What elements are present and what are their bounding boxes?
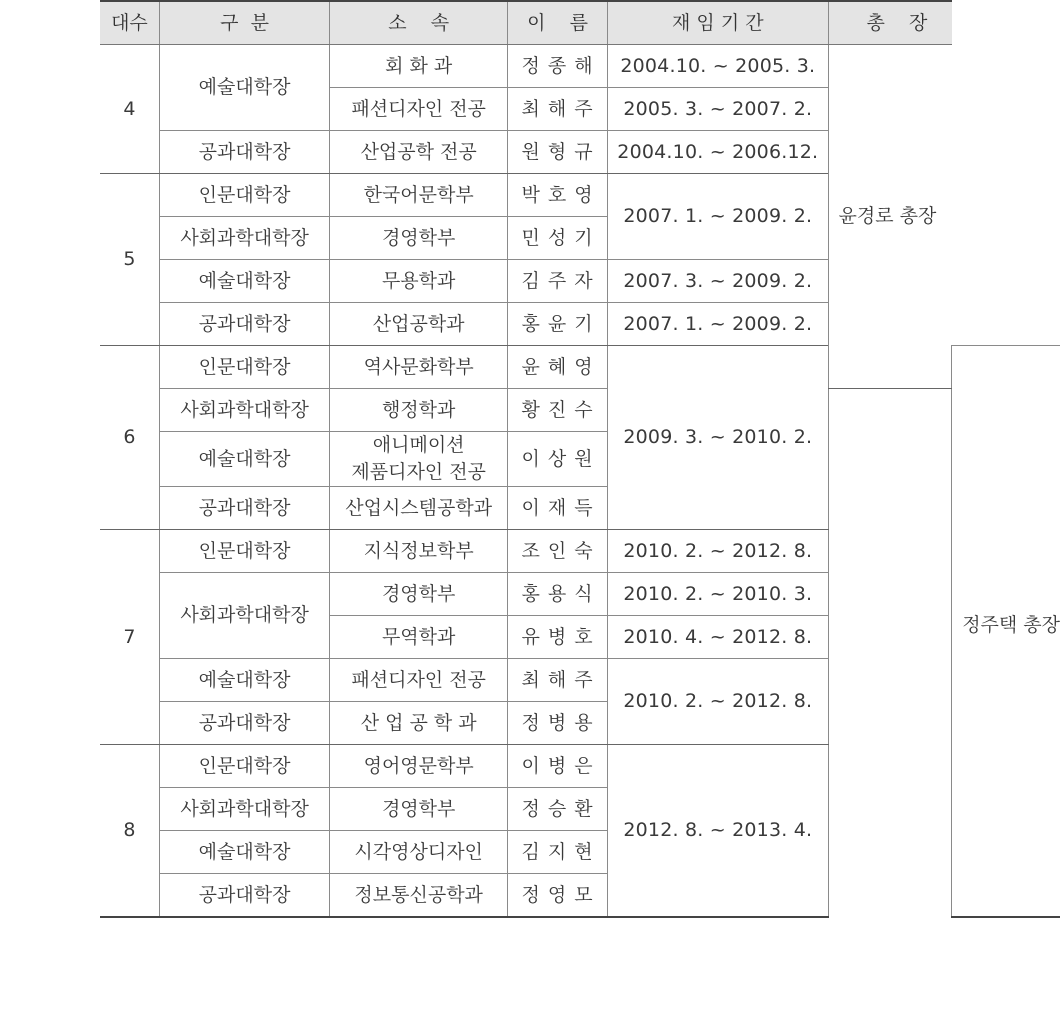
name-cell: 홍 용 식 — [508, 573, 608, 616]
deans-roster-table — [100, 0, 1060, 918]
category-cell: 예술대학장 — [159, 432, 329, 487]
name-cell: 민 성 기 — [508, 217, 608, 260]
department-cell: 역사문화학부 — [330, 346, 508, 389]
name-cell: 정 영 모 — [508, 874, 608, 918]
generation-cell: 5 — [100, 174, 159, 346]
category-cell: 예술대학장 — [159, 659, 329, 702]
table-row — [100, 788, 1060, 831]
table-row — [100, 45, 1060, 88]
department-line: 제품디자인 전공 — [351, 461, 486, 483]
generation-cell: 4 — [100, 45, 159, 174]
table-row — [100, 874, 1060, 918]
term-cell: 2012. 8. ~ 2013. 4. — [608, 745, 828, 918]
category-cell: 공과대학장 — [159, 702, 329, 745]
president-cell: 정주택 총장 — [952, 346, 1060, 918]
name-cell: 김 지 현 — [508, 831, 608, 874]
term-cell: 2004.10. ~ 2005. 3. — [608, 45, 828, 88]
name-cell: 정 병 용 — [508, 702, 608, 745]
category-cell: 공과대학장 — [159, 303, 329, 346]
department-cell: 행정학과 — [330, 389, 508, 432]
name-cell: 황 진 수 — [508, 389, 608, 432]
name-cell: 정 종 해 — [508, 45, 608, 88]
term-cell: 2010. 2. ~ 2010. 3. — [608, 573, 828, 616]
category-cell: 사회과학대학장 — [159, 217, 329, 260]
department-cell: 산업공학과 — [330, 303, 508, 346]
department-cell: 경영학부 — [330, 788, 508, 831]
department-line: 애니메이션 — [372, 434, 465, 456]
category-cell: 인문대학장 — [159, 530, 329, 573]
name-cell: 정 승 환 — [508, 788, 608, 831]
category-cell: 사회과학대학장 — [159, 788, 329, 831]
department-cell: 산업시스템공학과 — [330, 487, 508, 530]
term-cell: 2007. 1. ~ 2009. 2. — [608, 303, 828, 346]
category-cell: 예술대학장 — [159, 45, 329, 131]
department-cell: 정보통신공학과 — [330, 874, 508, 918]
category-cell: 공과대학장 — [159, 487, 329, 530]
name-cell: 최 해 주 — [508, 88, 608, 131]
department-cell: 경영학부 — [330, 217, 508, 260]
category-cell: 인문대학장 — [159, 745, 329, 788]
term-cell: 2004.10. ~ 2006.12. — [608, 131, 828, 174]
table-row — [100, 573, 1060, 616]
category-cell: 인문대학장 — [159, 174, 329, 217]
term-cell: 2009. 3. ~ 2010. 2. — [608, 346, 828, 530]
category-cell: 공과대학장 — [159, 131, 329, 174]
name-cell: 원 형 규 — [508, 131, 608, 174]
department-cell: 산 업 공 학 과 — [330, 702, 508, 745]
department-cell: 한국어문학부 — [330, 174, 508, 217]
header-generation: 대수 — [100, 1, 159, 45]
name-cell: 이 병 은 — [508, 745, 608, 788]
department-cell: 영어영문학부 — [330, 745, 508, 788]
department-cell: 패션디자인 전공 — [330, 659, 508, 702]
name-cell: 윤 혜 영 — [508, 346, 608, 389]
table-row — [100, 487, 1060, 530]
department-cell: 무역학과 — [330, 616, 508, 659]
name-cell: 최 해 주 — [508, 659, 608, 702]
table-row — [100, 659, 1060, 702]
table-row — [100, 432, 1060, 487]
name-cell: 이 재 득 — [508, 487, 608, 530]
category-cell: 예술대학장 — [159, 831, 329, 874]
name-cell: 김 주 자 — [508, 260, 608, 303]
header-president: 총 장 — [828, 1, 952, 45]
table-row — [100, 831, 1060, 874]
department-cell: 무용학과 — [330, 260, 508, 303]
term-cell: 2005. 3. ~ 2007. 2. — [608, 88, 828, 131]
term-cell: 2010. 2. ~ 2012. 8. — [608, 530, 828, 573]
department-cell: 산업공학 전공 — [330, 131, 508, 174]
category-cell: 사회과학대학장 — [159, 573, 329, 659]
term-cell: 2007. 3. ~ 2009. 2. — [608, 260, 828, 303]
table-row — [100, 745, 1060, 788]
generation-cell: 8 — [100, 745, 159, 918]
table-row — [100, 530, 1060, 573]
header-category: 구 분 — [159, 1, 329, 45]
department-cell: 경영학부 — [330, 573, 508, 616]
generation-cell: 7 — [100, 530, 159, 745]
department-cell: 회 화 과 — [330, 45, 508, 88]
name-cell: 조 인 숙 — [508, 530, 608, 573]
term-cell: 2010. 4. ~ 2012. 8. — [608, 616, 828, 659]
term-cell: 2007. 1. ~ 2009. 2. — [608, 174, 828, 260]
department-cell: 패션디자인 전공 — [330, 88, 508, 131]
table-row — [100, 702, 1060, 745]
header-department: 소 속 — [330, 1, 508, 45]
name-cell: 유 병 호 — [508, 616, 608, 659]
president-cell: 윤경로 총장 — [828, 45, 952, 389]
name-cell: 이 상 원 — [508, 432, 608, 487]
category-cell: 인문대학장 — [159, 346, 329, 389]
department-cell: 지식정보학부 — [330, 530, 508, 573]
header-name: 이 름 — [508, 1, 608, 45]
department-cell — [330, 432, 508, 487]
table-row — [100, 389, 1060, 432]
header-term: 재 임 기 간 — [608, 1, 828, 45]
category-cell: 사회과학대학장 — [159, 389, 329, 432]
generation-cell: 6 — [100, 346, 159, 530]
category-cell: 예술대학장 — [159, 260, 329, 303]
department-cell: 시각영상디자인 — [330, 831, 508, 874]
name-cell: 홍 윤 기 — [508, 303, 608, 346]
name-cell: 박 호 영 — [508, 174, 608, 217]
term-cell: 2010. 2. ~ 2012. 8. — [608, 659, 828, 745]
header-row — [100, 1, 1060, 45]
category-cell: 공과대학장 — [159, 874, 329, 918]
